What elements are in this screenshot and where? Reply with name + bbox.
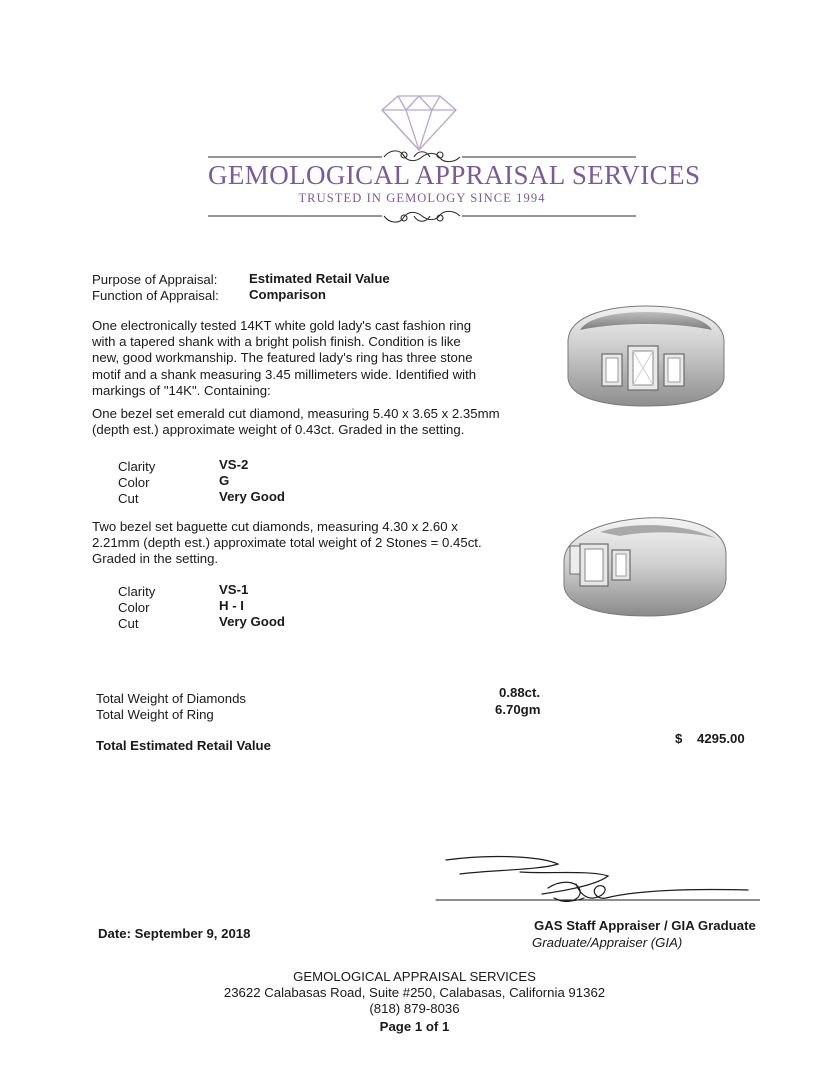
appraisal-date: Date: September 9, 2018 xyxy=(98,926,251,941)
total-ring-label: Total Weight of Ring xyxy=(96,707,214,722)
function-value: Comparison xyxy=(249,287,326,302)
side-clarity-value: VS-1 xyxy=(219,582,249,597)
footer-phone: (818) 879-8036 xyxy=(369,1001,460,1016)
description-line: with a tapered shank with a bright polish finish. Condition is like xyxy=(92,334,461,350)
footer-address: 23622 Calabasas Road, Suite #250, Calabasas, California 91362 xyxy=(223,985,606,1000)
total-retail-label: Total Estimated Retail Value xyxy=(96,738,271,753)
signature-subtitle: Graduate/Appraiser (GIA) xyxy=(532,935,683,950)
footer-company: GEMOLOGICAL APPRAISAL SERVICES xyxy=(293,969,536,984)
side-stones-description xyxy=(92,519,532,568)
side-stones-line: Two bezel set baguette cut diamonds, measuring 4.30 x 2.60 x xyxy=(92,519,458,534)
side-stones-line: 2.21mm (depth est.) approximate total weight of 2 Stones = 0.45ct. xyxy=(92,535,482,551)
total-ring-value: 6.70gm xyxy=(495,702,541,717)
bottom-ornament-rule xyxy=(208,205,636,227)
description-line: One electronically tested 14KT white gold lady's cast fashion ring xyxy=(92,318,472,333)
side-clarity-label: Clarity xyxy=(118,584,156,599)
signature-title: GAS Staff Appraiser / GIA Graduate xyxy=(534,918,756,933)
side-stones-line: Graded in the setting. xyxy=(92,551,219,567)
center-cut-label: Cut xyxy=(118,491,139,506)
description-line: new, good workmanship. The featured lady's ring has three stone xyxy=(92,350,473,366)
diamond-icon xyxy=(378,92,460,154)
side-cut-value: Very Good xyxy=(219,614,285,629)
side-cut-label: Cut xyxy=(118,616,139,631)
ring-side-photo xyxy=(560,510,728,620)
side-color-label: Color xyxy=(118,600,150,615)
description-line: motif and a shank measuring 3.45 millimeters wide. Identified with xyxy=(92,366,477,382)
ring-description xyxy=(92,318,532,399)
signature-image xyxy=(430,850,760,914)
center-color-label: Color xyxy=(118,475,150,490)
center-stone-line: One bezel set emerald cut diamond, measuring 5.40 x 3.65 x 2.35mm xyxy=(92,406,500,421)
company-tagline: TRUSTED IN GEMOLOGY SINCE 1994 xyxy=(298,191,546,205)
function-label: Function of Appraisal: xyxy=(92,288,219,303)
purpose-label: Purpose of Appraisal: xyxy=(92,272,218,287)
purpose-value: Estimated Retail Value xyxy=(249,271,390,286)
currency-symbol: $ xyxy=(675,731,683,746)
company-name: GEMOLOGICAL APPRAISAL SERVICES xyxy=(208,160,701,190)
center-stone-line: (depth est.) approximate weight of 0.43ct. Graded in the setting. xyxy=(92,422,465,438)
center-clarity-value: VS-2 xyxy=(219,457,249,472)
page-number: Page 1 of 1 xyxy=(379,1019,450,1034)
center-clarity-label: Clarity xyxy=(118,459,156,474)
center-color-value: G xyxy=(219,473,230,488)
description-line: markings of "14K". Containing: xyxy=(92,382,271,398)
ring-front-photo xyxy=(562,300,730,410)
total-diamonds-value: 0.88ct. xyxy=(499,685,541,700)
total-diamonds-label: Total Weight of Diamonds xyxy=(96,691,247,706)
center-cut-value: Very Good xyxy=(219,489,285,504)
center-stone-description xyxy=(92,406,532,438)
side-color-value: H - I xyxy=(219,598,244,613)
total-retail-value: 4295.00 xyxy=(697,731,745,746)
